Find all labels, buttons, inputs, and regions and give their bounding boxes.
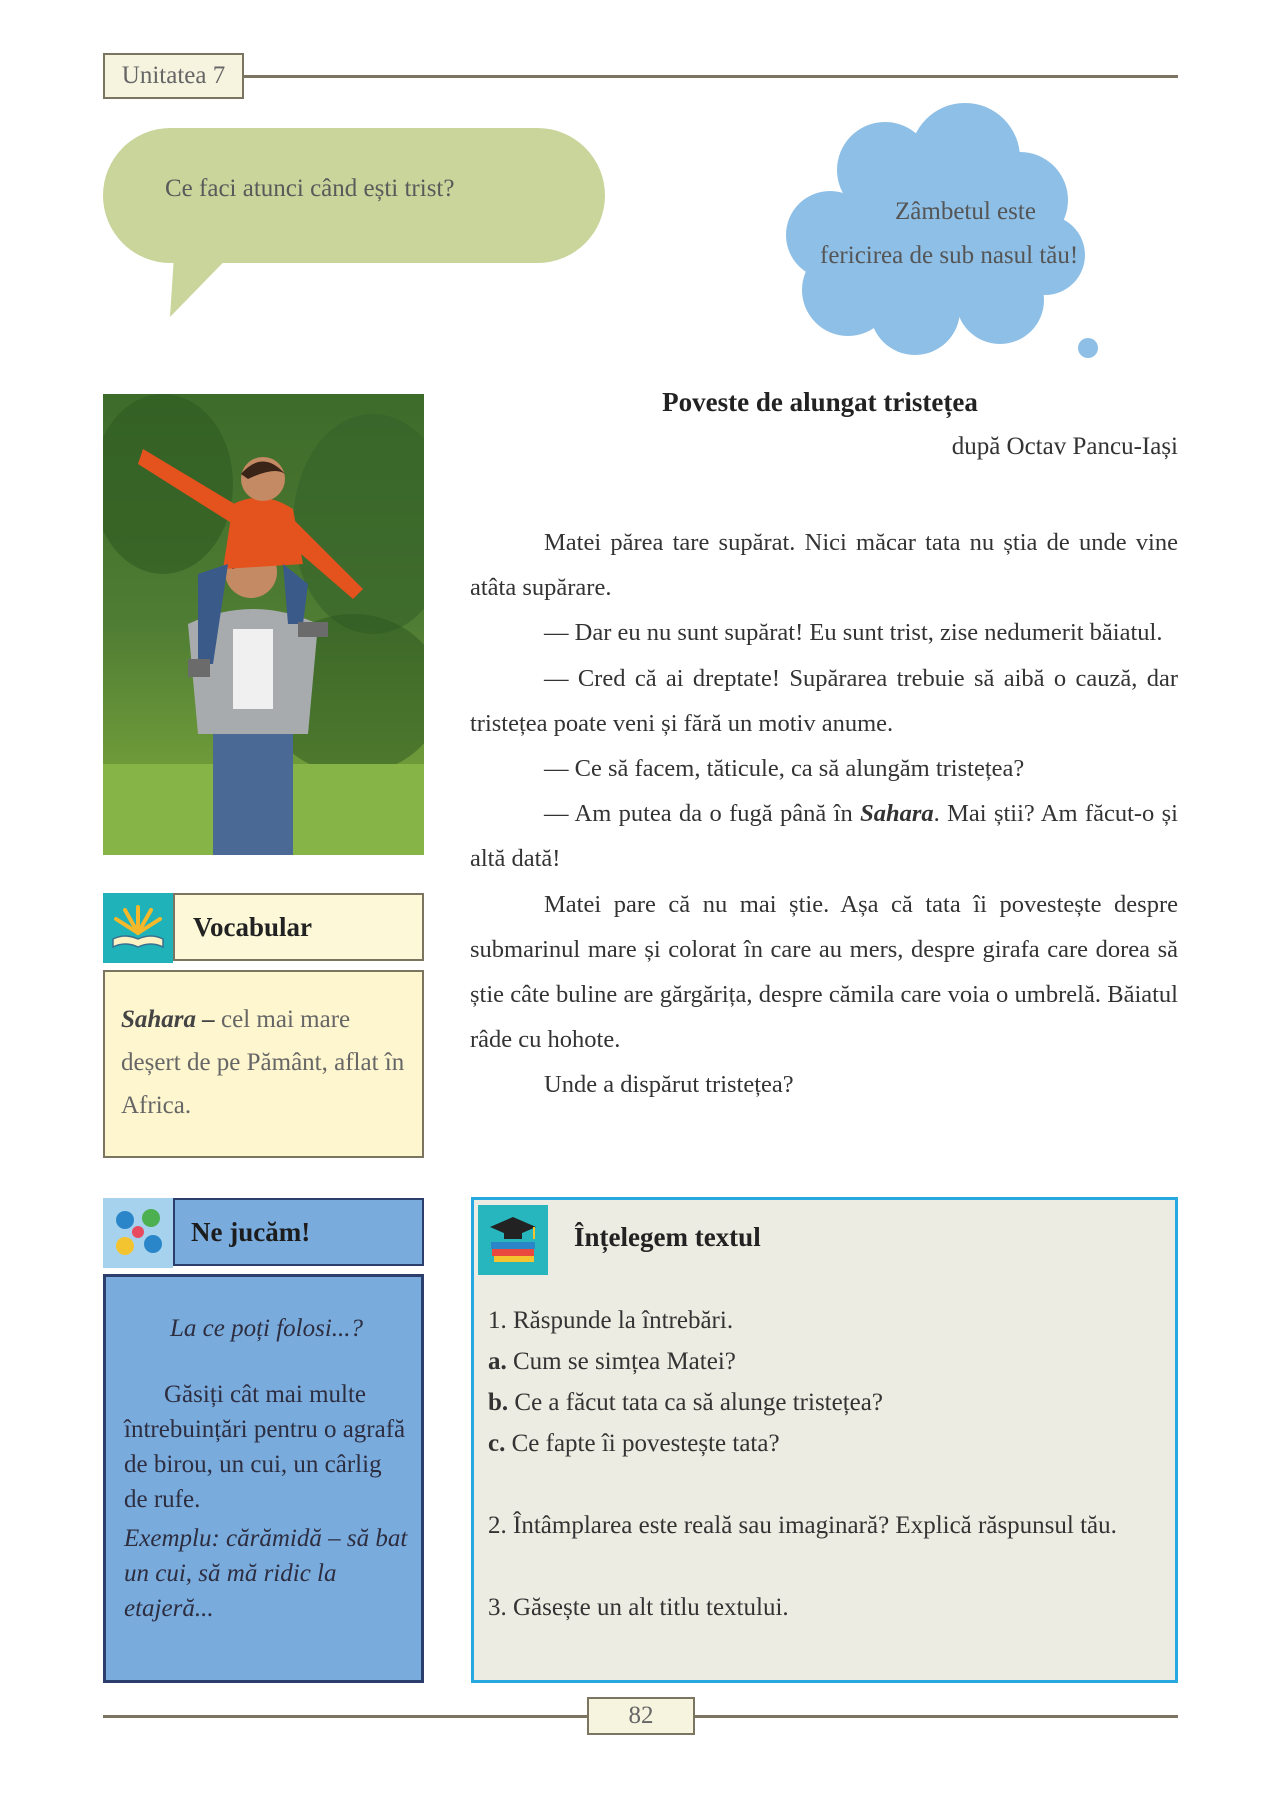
story-paragraph: Unde a dispărut tristețea? bbox=[544, 1071, 794, 1099]
question-text: Ce fapte îi povestește tata? bbox=[505, 1430, 780, 1457]
book-icon bbox=[103, 893, 173, 963]
game-body bbox=[103, 1274, 424, 1683]
question-1: 1. Răspunde la întrebări. bbox=[488, 1307, 734, 1334]
game-question: La ce poți folosi...? bbox=[169, 1315, 364, 1342]
game-instruction: Găsiți cât mai multe întrebuințări pentru o agrafă de birou, un cui, un cârlig de rufe. bbox=[124, 1381, 406, 1513]
story-emphasis: Sahara bbox=[860, 800, 934, 828]
story-author: după Octav Pancu-Iași bbox=[951, 433, 1178, 460]
footer-rule-left bbox=[103, 1715, 587, 1718]
speech-bubble-text: Ce faci atunci când ești trist? bbox=[165, 175, 455, 202]
story-paragraph: — Cred că ai dreptate! Supărarea trebuie să aibă o cauză, dar tristețea poate veni și fără un motiv anume. bbox=[470, 664, 1178, 737]
vocabulary-term: Sahara – bbox=[121, 1006, 215, 1033]
story-paragraph: Matei pare că nu mai știe. Așa că tata îi povestește despre submarinul mare și colorat în care au mers, despre girafa care dorea să știe câte buline are gărgărița, despre cămila care voia o umbrelă. Băiatul râde cu hohote. bbox=[470, 890, 1178, 1054]
vocabulary-definition: cel mai mare deșert de pe Pământ, aflat în Africa. bbox=[121, 1006, 405, 1119]
game-heading: Ne jucăm! bbox=[173, 1198, 424, 1266]
story-paragraph: — Ce să facem, tăticule, ca să alungăm tristețea? bbox=[544, 755, 1025, 783]
game-example: Exemplu: cărămidă – să bat un cui, să mă ridic la etajeră... bbox=[124, 1525, 408, 1622]
story-title: Poveste de alungat tristețea bbox=[662, 387, 978, 417]
thought-text: Zâmbetul este fericirea de sub nasul tău! bbox=[820, 198, 1079, 269]
question-label: c. bbox=[488, 1430, 506, 1457]
vocabulary-body bbox=[103, 970, 424, 1158]
question-1b bbox=[488, 1382, 1168, 1423]
question-2: 2. Întâmplarea este reală sau imaginară? Explică răspunsul tău. bbox=[488, 1512, 1117, 1539]
question-1c bbox=[488, 1423, 1168, 1464]
question-3: 3. Găsește un alt titlu textului. bbox=[488, 1594, 789, 1621]
page-number: 82 bbox=[587, 1697, 695, 1735]
spacer bbox=[488, 1464, 1168, 1505]
speech-bubble-tail bbox=[165, 240, 255, 320]
spacer bbox=[488, 1546, 1168, 1587]
understanding-heading: Înțelegem textul bbox=[574, 1222, 761, 1252]
hands-icon bbox=[103, 1198, 173, 1268]
vocabulary-heading: Vocabular bbox=[173, 893, 424, 961]
story-text-part: . Mai știi? Am făcut-o și altă dată! bbox=[470, 800, 1178, 873]
footer-rule-right bbox=[695, 1715, 1178, 1718]
unit-label: Unitatea 7 bbox=[103, 53, 244, 99]
question-1a bbox=[488, 1341, 1168, 1382]
story-paragraph: — Dar eu nu sunt supărat! Eu sunt trist, zise nedumerit băiatul. bbox=[544, 619, 1163, 647]
question-label: b. bbox=[488, 1389, 509, 1416]
story-text bbox=[470, 520, 1178, 1108]
graduation-cap-icon bbox=[478, 1205, 548, 1275]
question-text: Cum se simțea Matei? bbox=[506, 1348, 736, 1375]
question-text: Ce a făcut tata ca să alunge tristețea? bbox=[508, 1389, 883, 1416]
thought-cloud-text bbox=[820, 190, 1080, 278]
story-text-part: — Am putea da o fugă până în bbox=[544, 800, 861, 828]
header-rule bbox=[244, 75, 1178, 78]
understanding-questions bbox=[488, 1300, 1168, 1628]
story-paragraph bbox=[470, 791, 1178, 881]
father-son-photo bbox=[103, 394, 424, 855]
story-paragraph: Matei părea tare supărat. Nici măcar tata nu știa de unde vine atâta supărare. bbox=[470, 529, 1178, 602]
question-label: a. bbox=[488, 1348, 507, 1375]
